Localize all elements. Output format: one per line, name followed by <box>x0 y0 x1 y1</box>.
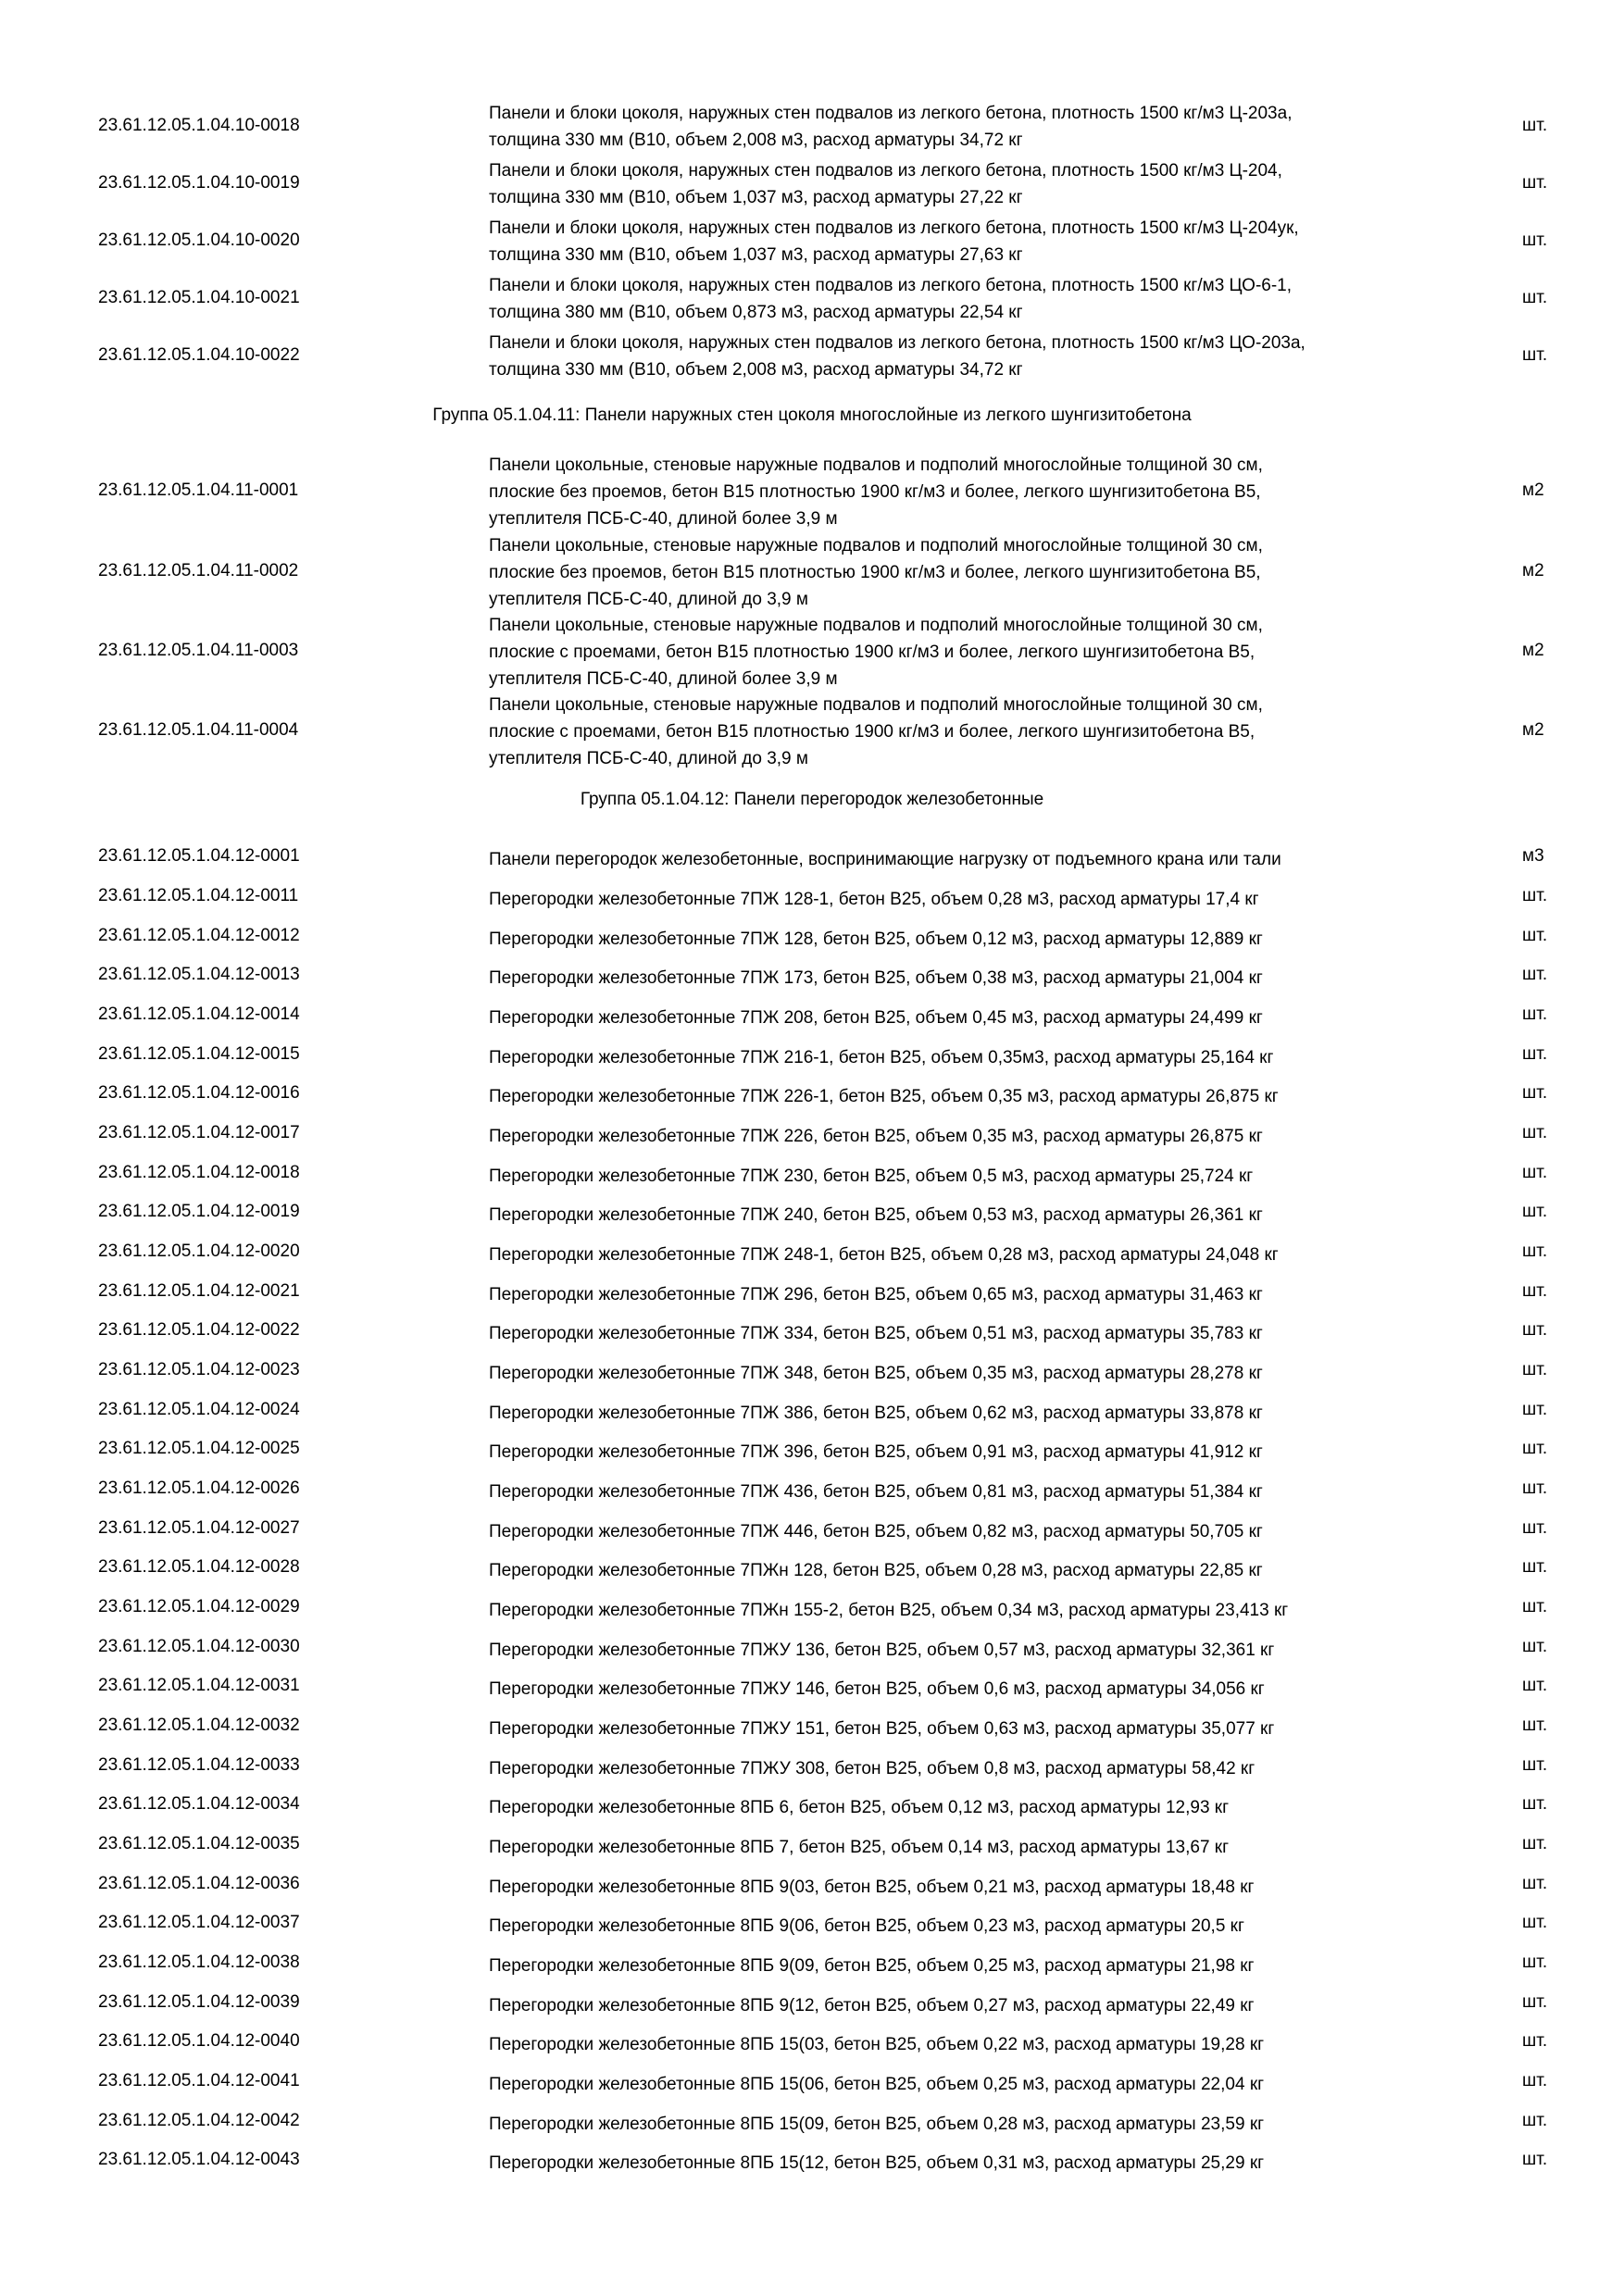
item-description: Перегородки железобетонные 7ПЖУ 151, бетон В25, объем 0,63 м3, расход арматуры 35,077 кг <box>489 1719 1275 1739</box>
item-code: 23.61.12.05.1.04.12-0022 <box>98 1320 300 1340</box>
item-code: 23.61.12.05.1.04.12-0043 <box>98 2150 300 2169</box>
item-unit: шт. <box>1522 345 1548 365</box>
item-description: Панели и блоки цоколя, наружных стен подвалов из легкого бетона, плотность 1500 кг/м3 Ц-204ук, толщина 330 мм (В10, объем 1,037 м3, расход арматуры 27,63 кг <box>489 218 1299 265</box>
item-code: 23.61.12.05.1.04.10-0018 <box>98 116 300 135</box>
item-description: Перегородки железобетонные 7ПЖ 208, бетон В25, объем 0,45 м3, расход арматуры 24,499 кг <box>489 1008 1263 1028</box>
item-code: 23.61.12.05.1.04.12-0024 <box>98 1400 300 1419</box>
item-description: Перегородки железобетонные 7ПЖ 226-1, бетон В25, объем 0,35 м3, расход арматуры 26,875 кг <box>489 1087 1279 1106</box>
item-code: 23.61.12.05.1.04.12-0037 <box>98 1913 300 1932</box>
item-unit: шт. <box>1522 1557 1548 1577</box>
item-description: Перегородки железобетонные 8ПБ 9(06, бетон В25, объем 0,23 м3, расход арматуры 20,5 кг <box>489 1916 1244 1936</box>
item-description: Перегородки железобетонные 7ПЖн 155-2, бетон В25, объем 0,34 м3, расход арматуры 23,413 кг <box>489 1601 1289 1620</box>
item-unit: шт. <box>1522 1123 1548 1142</box>
item-description: Перегородки железобетонные 8ПБ 9(09, бетон В25, объем 0,25 м3, расход арматуры 21,98 кг <box>489 1956 1255 1976</box>
item-code: 23.61.12.05.1.04.12-0030 <box>98 1637 300 1656</box>
item-code: 23.61.12.05.1.04.12-0017 <box>98 1123 300 1142</box>
item-description: Перегородки железобетонные 7ПЖ 386, бетон В25, объем 0,62 м3, расход арматуры 33,878 кг <box>489 1404 1263 1423</box>
group-heading: Группа 05.1.04.12: Панели перегородок железобетонные <box>580 790 1044 809</box>
item-unit: м3 <box>1522 846 1544 866</box>
item-description: Перегородки железобетонные 7ПЖ 296, бетон В25, объем 0,65 м3, расход арматуры 31,463 кг <box>489 1285 1263 1304</box>
item-code: 23.61.12.05.1.04.11-0004 <box>98 720 299 740</box>
item-code: 23.61.12.05.1.04.10-0019 <box>98 173 300 193</box>
item-unit: шт. <box>1522 1004 1548 1024</box>
item-description: Перегородки железобетонные 8ПБ 15(12, бетон В25, объем 0,31 м3, расход арматуры 25,29 кг <box>489 2153 1265 2173</box>
item-code: 23.61.12.05.1.04.12-0020 <box>98 1242 300 1261</box>
item-unit: шт. <box>1522 1953 1548 1972</box>
item-description: Панели и блоки цоколя, наружных стен подвалов из легкого бетона, плотность 1500 кг/м3 ЦО-203а, толщина 330 мм (В10, объем 2,008 м3, расход арматуры 34,72 кг <box>489 333 1305 380</box>
item-description: Панели перегородок железобетонные, воспринимающие нагрузку от подъемного крана или тали <box>489 850 1281 869</box>
item-code: 23.61.12.05.1.04.12-0039 <box>98 1992 300 2012</box>
item-code: 23.61.12.05.1.04.12-0011 <box>98 886 299 905</box>
item-description: Перегородки железобетонные 8ПБ 7, бетон В25, объем 0,14 м3, расход арматуры 13,67 кг <box>489 1838 1230 1857</box>
item-description: Панели цокольные, стеновые наружные подвалов и подполий многослойные толщиной 30 см, плоские с проемами, бетон В15 плотностью 1900 кг/м3 и более, легкого шунгизитобетона В5, утеплителя ПСБ-С-40, длиной более 3,9 м <box>489 616 1263 689</box>
item-description: Панели цокольные, стеновые наружные подвалов и подполий многослойные толщиной 30 см, плоские без проемов, бетон В15 плотностью 1900 кг/м3 и более, легкого шунгизитобетона В5, утеплителя ПСБ-С-40, длиной до 3,9 м <box>489 536 1263 609</box>
item-code: 23.61.12.05.1.04.12-0040 <box>98 2031 300 2051</box>
item-description: Перегородки железобетонные 7ПЖ 128-1, бетон В25, объем 0,28 м3, расход арматуры 17,4 кг <box>489 890 1259 909</box>
item-unit: шт. <box>1522 1755 1548 1775</box>
item-unit: шт. <box>1522 173 1548 193</box>
item-description: Перегородки железобетонные 7ПЖ 128, бетон В25, объем 0,12 м3, расход арматуры 12,889 кг <box>489 930 1263 949</box>
item-unit: м2 <box>1522 720 1544 740</box>
item-code: 23.61.12.05.1.04.10-0020 <box>98 231 300 250</box>
item-unit: шт. <box>1522 1360 1548 1379</box>
item-unit: шт. <box>1522 1242 1548 1261</box>
item-unit: м2 <box>1522 480 1544 500</box>
item-unit: м2 <box>1522 561 1544 580</box>
item-unit: шт. <box>1522 1281 1548 1301</box>
item-description: Панели и блоки цоколя, наружных стен подвалов из легкого бетона, плотность 1500 кг/м3 ЦО-6-1, толщина 380 мм (В10, объем 0,873 м3, расход арматуры 22,54 кг <box>489 276 1293 322</box>
item-code: 23.61.12.05.1.04.12-0021 <box>98 1281 300 1301</box>
item-unit: шт. <box>1522 1479 1548 1498</box>
item-unit: шт. <box>1522 1163 1548 1182</box>
item-code: 23.61.12.05.1.04.10-0021 <box>98 288 300 307</box>
item-code: 23.61.12.05.1.04.12-0027 <box>98 1518 300 1538</box>
item-unit: шт. <box>1522 1044 1548 1064</box>
item-description: Перегородки железобетонные 7ПЖУ 136, бетон В25, объем 0,57 м3, расход арматуры 32,361 кг <box>489 1641 1275 1660</box>
item-code: 23.61.12.05.1.04.12-0016 <box>98 1083 300 1103</box>
item-description: Панели и блоки цоколя, наружных стен подвалов из легкого бетона, плотность 1500 кг/м3 Ц-203а, толщина 330 мм (В10, объем 2,008 м3, расход арматуры 34,72 кг <box>489 104 1293 150</box>
item-unit: шт. <box>1522 2031 1548 2051</box>
item-code: 23.61.12.05.1.04.12-0001 <box>98 846 300 866</box>
item-description: Перегородки железобетонные 7ПЖ 173, бетон В25, объем 0,38 м3, расход арматуры 21,004 кг <box>489 968 1263 988</box>
item-code: 23.61.12.05.1.04.12-0035 <box>98 1834 300 1853</box>
item-description: Перегородки железобетонные 7ПЖн 128, бетон В25, объем 0,28 м3, расход арматуры 22,85 кг <box>489 1561 1263 1580</box>
item-unit: шт. <box>1522 926 1548 945</box>
item-code: 23.61.12.05.1.04.12-0026 <box>98 1479 300 1498</box>
item-code: 23.61.12.05.1.04.12-0041 <box>98 2071 300 2090</box>
item-code: 23.61.12.05.1.04.11-0003 <box>98 641 299 660</box>
item-unit: шт. <box>1522 1202 1548 1221</box>
item-description: Перегородки железобетонные 8ПБ 6, бетон В25, объем 0,12 м3, расход арматуры 12,93 кг <box>489 1798 1230 1817</box>
item-code: 23.61.12.05.1.04.12-0014 <box>98 1004 300 1024</box>
item-code: 23.61.12.05.1.04.12-0019 <box>98 1202 300 1221</box>
item-description: Панели цокольные, стеновые наружные подвалов и подполий многослойные толщиной 30 см, плоские с проемами, бетон В15 плотностью 1900 кг/м3 и более, легкого шунгизитобетона В5, утеплителя ПСБ-С-40, длиной до 3,9 м <box>489 695 1263 768</box>
item-code: 23.61.12.05.1.04.12-0029 <box>98 1597 300 1616</box>
item-code: 23.61.12.05.1.04.12-0031 <box>98 1676 300 1695</box>
item-unit: м2 <box>1522 641 1544 660</box>
item-unit: шт. <box>1522 2150 1548 2169</box>
item-unit: шт. <box>1522 1874 1548 1893</box>
item-unit: шт. <box>1522 116 1548 135</box>
item-unit: шт. <box>1522 886 1548 905</box>
item-description: Панели цокольные, стеновые наружные подвалов и подполий многослойные толщиной 30 см, плоские без проемов, бетон В15 плотностью 1900 кг/м3 и более, легкого шунгизитобетона В5, утеплителя ПСБ-С-40, длиной более 3,9 м <box>489 455 1263 529</box>
item-unit: шт. <box>1522 1716 1548 1735</box>
group-heading: Группа 05.1.04.11: Панели наружных стен цоколя многослойные из легкого шунгизитобетона <box>432 406 1192 425</box>
item-code: 23.61.12.05.1.04.12-0015 <box>98 1044 300 1064</box>
item-description: Перегородки железобетонные 8ПБ 9(12, бетон В25, объем 0,27 м3, расход арматуры 22,49 кг <box>489 1996 1255 2015</box>
item-description: Перегородки железобетонные 7ПЖУ 308, бетон В25, объем 0,8 м3, расход арматуры 58,42 кг <box>489 1759 1255 1778</box>
item-description: Перегородки железобетонные 7ПЖ 446, бетон В25, объем 0,82 м3, расход арматуры 50,705 кг <box>489 1522 1263 1541</box>
item-unit: шт. <box>1522 1834 1548 1853</box>
item-description: Перегородки железобетонные 7ПЖ 248-1, бетон В25, объем 0,28 м3, расход арматуры 24,048 кг <box>489 1245 1279 1265</box>
item-unit: шт. <box>1522 1400 1548 1419</box>
item-code: 23.61.12.05.1.04.12-0028 <box>98 1557 300 1577</box>
item-unit: шт. <box>1522 965 1548 984</box>
item-description: Перегородки железобетонные 7ПЖ 348, бетон В25, объем 0,35 м3, расход арматуры 28,278 кг <box>489 1364 1263 1383</box>
item-unit: шт. <box>1522 2071 1548 2090</box>
item-description: Перегородки железобетонные 7ПЖ 436, бетон В25, объем 0,81 м3, расход арматуры 51,384 кг <box>489 1482 1263 1502</box>
item-description: Перегородки железобетонные 7ПЖ 226, бетон В25, объем 0,35 м3, расход арматуры 26,875 кг <box>489 1127 1263 1146</box>
item-description: Перегородки железобетонные 8ПБ 15(09, бетон В25, объем 0,28 м3, расход арматуры 23,59 кг <box>489 2115 1265 2134</box>
item-code: 23.61.12.05.1.04.12-0036 <box>98 1874 300 1893</box>
item-description: Перегородки железобетонные 7ПЖ 334, бетон В25, объем 0,51 м3, расход арматуры 35,783 кг <box>489 1324 1263 1343</box>
item-code: 23.61.12.05.1.04.12-0025 <box>98 1439 300 1458</box>
item-code: 23.61.12.05.1.04.12-0018 <box>98 1163 300 1182</box>
item-code: 23.61.12.05.1.04.12-0032 <box>98 1716 300 1735</box>
item-code: 23.61.12.05.1.04.12-0033 <box>98 1755 300 1775</box>
item-unit: шт. <box>1522 1676 1548 1695</box>
item-description: Перегородки железобетонные 8ПБ 9(03, бетон В25, объем 0,21 м3, расход арматуры 18,48 кг <box>489 1878 1255 1897</box>
item-code: 23.61.12.05.1.04.12-0023 <box>98 1360 300 1379</box>
item-unit: шт. <box>1522 1083 1548 1103</box>
item-description: Панели и блоки цоколя, наружных стен подвалов из легкого бетона, плотность 1500 кг/м3 Ц-204, толщина 330 мм (В10, объем 1,037 м3, расход арматуры 27,22 кг <box>489 161 1282 207</box>
item-description: Перегородки железобетонные 8ПБ 15(06, бетон В25, объем 0,25 м3, расход арматуры 22,04 кг <box>489 2075 1265 2094</box>
item-unit: шт. <box>1522 288 1548 307</box>
item-unit: шт. <box>1522 231 1548 250</box>
item-code: 23.61.12.05.1.04.10-0022 <box>98 345 300 365</box>
item-code: 23.61.12.05.1.04.12-0013 <box>98 965 300 984</box>
item-description: Перегородки железобетонные 7ПЖ 230, бетон В25, объем 0,5 м3, расход арматуры 25,724 кг <box>489 1167 1254 1186</box>
item-code: 23.61.12.05.1.04.12-0012 <box>98 926 300 945</box>
item-unit: шт. <box>1522 1320 1548 1340</box>
item-unit: шт. <box>1522 1439 1548 1458</box>
item-description: Перегородки железобетонные 7ПЖ 396, бетон В25, объем 0,91 м3, расход арматуры 41,912 кг <box>489 1442 1263 1462</box>
item-unit: шт. <box>1522 1518 1548 1538</box>
item-unit: шт. <box>1522 1597 1548 1616</box>
item-code: 23.61.12.05.1.04.11-0002 <box>98 561 299 580</box>
item-code: 23.61.12.05.1.04.12-0034 <box>98 1794 300 1814</box>
item-unit: шт. <box>1522 1992 1548 2012</box>
item-unit: шт. <box>1522 2111 1548 2130</box>
item-code: 23.61.12.05.1.04.12-0038 <box>98 1953 300 1972</box>
item-unit: шт. <box>1522 1913 1548 1932</box>
item-description: Перегородки железобетонные 7ПЖ 216-1, бетон В25, объем 0,35м3, расход арматуры 25,164 кг <box>489 1048 1274 1067</box>
item-code: 23.61.12.05.1.04.11-0001 <box>98 480 299 500</box>
item-description: Перегородки железобетонные 8ПБ 15(03, бетон В25, объем 0,22 м3, расход арматуры 19,28 кг <box>489 2035 1265 2054</box>
item-description: Перегородки железобетонные 7ПЖ 240, бетон В25, объем 0,53 м3, расход арматуры 26,361 кг <box>489 1205 1263 1225</box>
item-description: Перегородки железобетонные 7ПЖУ 146, бетон В25, объем 0,6 м3, расход арматуры 34,056 кг <box>489 1679 1265 1699</box>
item-code: 23.61.12.05.1.04.12-0042 <box>98 2111 300 2130</box>
item-unit: шт. <box>1522 1794 1548 1814</box>
item-unit: шт. <box>1522 1637 1548 1656</box>
